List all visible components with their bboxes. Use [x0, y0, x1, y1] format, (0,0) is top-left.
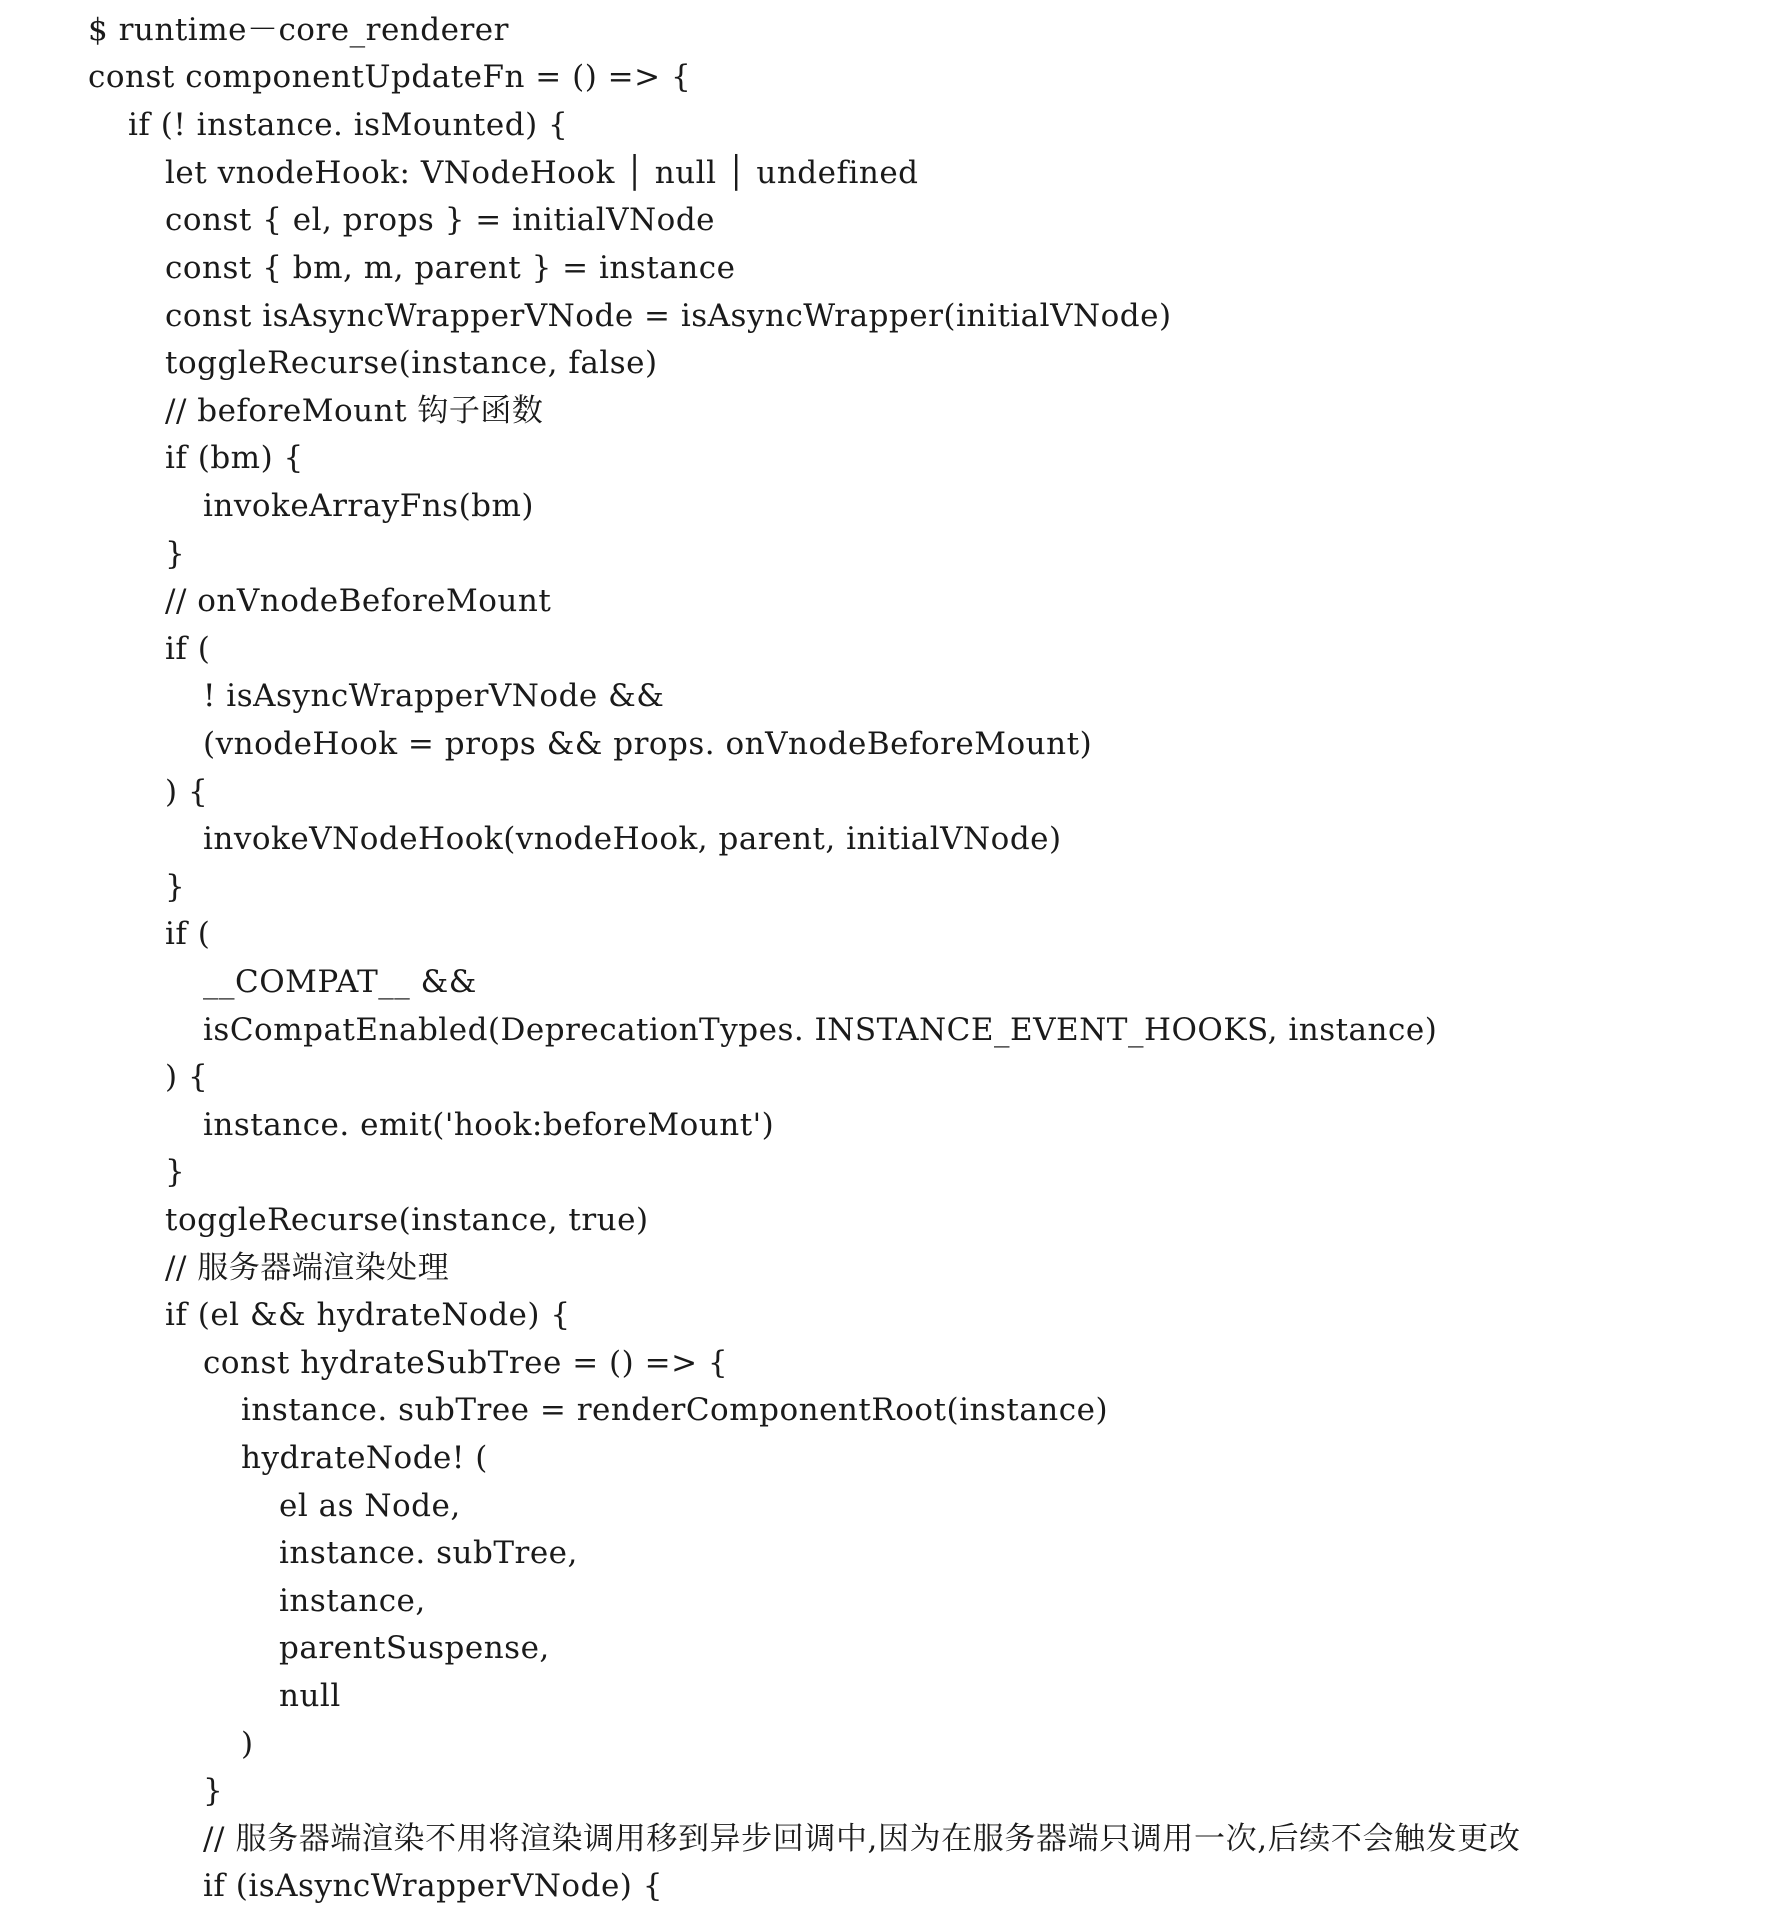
code-line-37: )	[241, 1726, 254, 1762]
code-line-8: toggleRecurse(instance, false)	[165, 345, 658, 381]
code-line-3: if (! instance. isMounted) {	[128, 107, 569, 143]
code-line-32: el as Node,	[279, 1488, 461, 1524]
code-line-19: }	[165, 869, 186, 905]
code-line-26: toggleRecurse(instance, true)	[165, 1202, 649, 1238]
code-line-21: __COMPAT__ &&	[203, 964, 477, 1000]
code-line-14: if (	[165, 631, 211, 667]
code-line-29: const hydrateSubTree = () => {	[203, 1345, 729, 1381]
code-line-33: instance. subTree,	[279, 1535, 578, 1571]
code-line-13: // onVnodeBeforeMount	[165, 583, 552, 619]
code-line-7: const isAsyncWrapperVNode = isAsyncWrapper(initialVNode)	[165, 298, 1172, 334]
code-line-17: ) {	[165, 774, 209, 810]
code-line-34: instance,	[279, 1583, 426, 1619]
code-line-6: const { bm, m, parent } = instance	[165, 250, 736, 286]
code-line-18: invokeVNodeHook(vnodeHook, parent, initialVNode)	[203, 821, 1062, 857]
code-line-38: }	[203, 1773, 224, 1809]
code-line-31: hydrateNode! (	[241, 1440, 488, 1476]
code-line-1: $ runtime－core_renderer	[88, 12, 509, 48]
code-line-5: const { el, props } = initialVNode	[165, 202, 716, 238]
code-line-9: // beforeMount 钩子函数	[165, 393, 544, 429]
code-line-20: if (	[165, 916, 211, 952]
code-line-40: if (isAsyncWrapperVNode) {	[203, 1868, 663, 1904]
code-line-25: }	[165, 1154, 186, 1190]
code-line-30: instance. subTree = renderComponentRoot(instance)	[241, 1392, 1109, 1428]
code-line-36: null	[279, 1678, 341, 1714]
code-line-12: }	[165, 536, 186, 572]
code-line-11: invokeArrayFns(bm)	[203, 488, 535, 524]
code-line-15: ! isAsyncWrapperVNode &&	[203, 678, 665, 714]
code-line-16: (vnodeHook = props && props. onVnodeBeforeMount)	[203, 726, 1093, 762]
code-line-23: ) {	[165, 1059, 209, 1095]
code-line-39: // 服务器端渲染不用将渲染调用移到异步回调中,因为在服务器端只调用一次,后续不会触发更改	[203, 1821, 1521, 1857]
code-line-22: isCompatEnabled(DeprecationTypes. INSTANCE_EVENT_HOOKS, instance)	[203, 1012, 1438, 1048]
code-line-28: if (el && hydrateNode) {	[165, 1297, 571, 1333]
code-line-35: parentSuspense,	[279, 1630, 550, 1666]
code-line-27: // 服务器端渲染处理	[165, 1250, 450, 1286]
code-line-10: if (bm) {	[165, 440, 304, 476]
code-line-24: instance. emit('hook:beforeMount')	[203, 1107, 775, 1143]
code-line-2: const componentUpdateFn = () => {	[88, 59, 692, 95]
code-line-4: let vnodeHook: VNodeHook │ null │ undefined	[165, 155, 919, 191]
